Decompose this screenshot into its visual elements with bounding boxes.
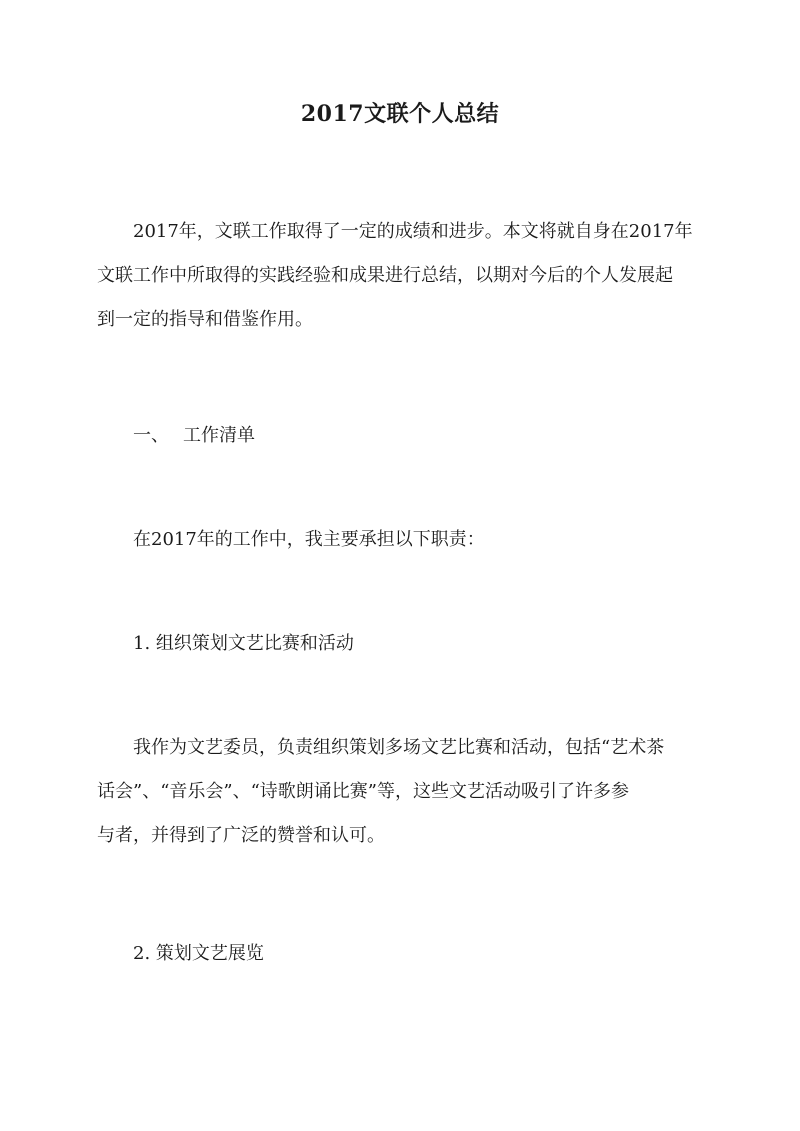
section-title: 工作清单	[183, 425, 255, 446]
paragraph-line: 与者，并得到了广泛的赞誉和认可。	[97, 825, 385, 846]
item-heading-exhibition: 2. 策划文艺展览	[133, 943, 264, 964]
section-number: 一、	[133, 425, 169, 446]
paragraph-line: 我作为文艺委员，负责组织策划多场文艺比赛和活动，包括“艺术茶	[133, 737, 665, 758]
intro-line: 2017年，文联工作取得了一定的成绩和进步。本文将就自身在2017年	[133, 221, 693, 242]
paragraph-line: 话会”、“音乐会”、“诗歌朗诵比赛”等，这些文艺活动吸引了许多参	[97, 781, 630, 802]
item-heading-organize-events: 1. 组织策划文艺比赛和活动	[133, 633, 354, 654]
page-title: 2017文联个人总结	[300, 101, 500, 127]
lead-sentence: 在2017年的工作中，我主要承担以下职责：	[133, 529, 485, 550]
intro-line: 到一定的指导和借鉴作用。	[97, 309, 313, 330]
section-heading-work-list	[133, 414, 255, 458]
intro-paragraph	[97, 210, 709, 342]
item-paragraph-organize-events	[97, 726, 709, 858]
intro-line: 文联工作中所取得的实践经验和成果进行总结，以期对今后的个人发展起	[97, 265, 673, 286]
